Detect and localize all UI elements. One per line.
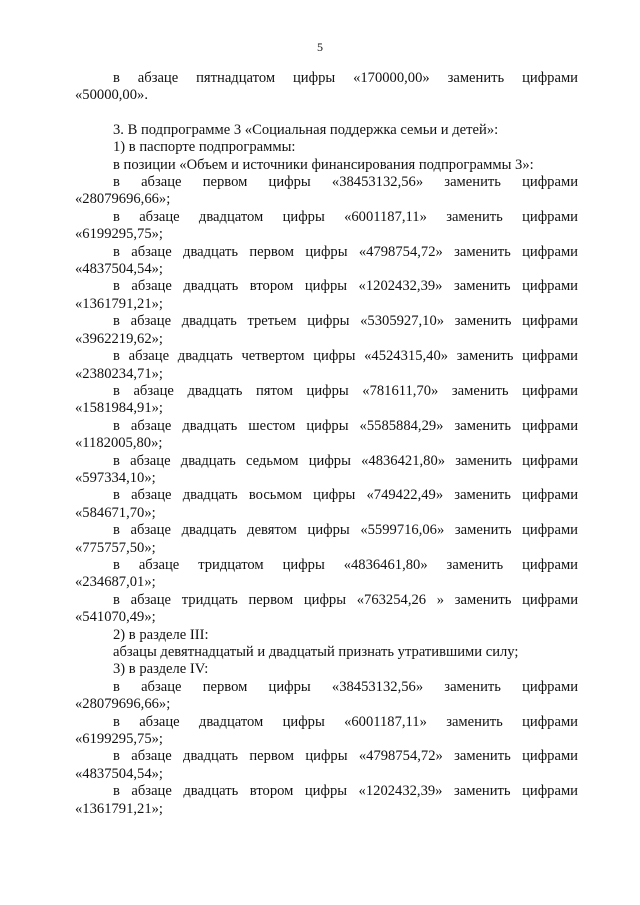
- paragraph-line: в абзаце двадцатом цифры «6001187,11» заменить цифрами: [113, 713, 578, 730]
- paragraph: [75, 278, 578, 313]
- paragraph-line: в абзаце двадцать первом цифры «4798754,72» заменить цифрами: [113, 243, 578, 260]
- paragraph: [75, 557, 578, 592]
- paragraph: [75, 522, 578, 557]
- paragraph-line: «2380234,71»;: [75, 365, 163, 382]
- paragraph-line: в абзаце двадцать четвертом цифры «4524315,40» заменить цифрами: [113, 348, 578, 365]
- paragraph-line: в абзаце двадцать седьмом цифры «4836421,80» заменить цифрами: [113, 452, 578, 469]
- paragraph-line: «50000,00».: [75, 87, 148, 104]
- paragraph-line: в абзаце двадцать первом цифры «4798754,72» заменить цифрами: [113, 748, 578, 765]
- paragraph-line: в абзаце первом цифры «38453132,56» заменить цифрами: [113, 174, 578, 191]
- paragraph-line: в абзаце двадцать шестом цифры «5585884,29» заменить цифрами: [113, 417, 578, 434]
- paragraph: [75, 383, 578, 418]
- paragraph-line: в абзаце пятнадцатом цифры «170000,00» заменить цифрами: [113, 70, 578, 86]
- paragraph-line: «6199295,75»;: [75, 731, 163, 748]
- paragraph-line: «6199295,75»;: [75, 226, 163, 243]
- document-body: [75, 70, 578, 818]
- paragraph: [75, 748, 578, 783]
- paragraph-line: в абзаце двадцать третьем цифры «5305927,10» заменить цифрами: [113, 313, 578, 330]
- paragraph: [75, 209, 578, 244]
- paragraph: [75, 487, 578, 522]
- paragraph-line: «4837504,54»;: [75, 261, 163, 278]
- paragraph: [75, 418, 578, 453]
- paragraph-line: в абзаце двадцать втором цифры «1202432,39» заменить цифрами: [113, 278, 578, 295]
- subsection-heading: 3) в разделе IV:: [113, 661, 209, 678]
- paragraph-line: в абзаце двадцать восьмом цифры «749422,49» заменить цифрами: [113, 487, 578, 504]
- paragraph-line: «234687,01»;: [75, 574, 156, 591]
- paragraph-line: «1581984,91»;: [75, 400, 163, 417]
- paragraph: [75, 592, 578, 627]
- paragraph: [75, 453, 578, 488]
- paragraph-line: «1361791,21»;: [75, 295, 163, 312]
- paragraph-line: в абзаце двадцать втором цифры «1202432,39» заменить цифрами: [113, 783, 578, 800]
- section-heading: 3. В подпрограмме 3 «Социальная поддержка семьи и детей»:: [113, 121, 499, 138]
- page-number: 5: [317, 40, 323, 54]
- paragraph-line: «4837504,54»;: [75, 765, 163, 782]
- paragraph: [75, 348, 578, 383]
- paragraph-line: в абзаце двадцать девятом цифры «5599716,06» заменить цифрами: [113, 522, 578, 539]
- paragraph-line: в абзаце двадцатом цифры «6001187,11» заменить цифрами: [113, 208, 578, 225]
- paragraph-line: «1361791,21»;: [75, 800, 163, 817]
- paragraph-line: «28079696,66»;: [75, 696, 171, 713]
- paragraph: [75, 244, 578, 279]
- paragraph-line: «775757,50»;: [75, 539, 156, 556]
- paragraph-line: в абзаце тридцать первом цифры «763254,26 » заменить цифрами: [113, 591, 578, 608]
- paragraph-line: «1182005,80»;: [75, 435, 163, 452]
- paragraph-line: «584671,70»;: [75, 504, 156, 521]
- paragraph-line: в абзаце тридцатом цифры «4836461,80» заменить цифрами: [113, 556, 578, 573]
- paragraph-line: в позиции «Объем и источники финансирования подпрограммы 3»:: [113, 156, 534, 173]
- paragraph: [75, 679, 578, 714]
- paragraph-line: «541070,49»;: [75, 609, 156, 626]
- subsection-heading: 1) в паспорте подпрограммы:: [113, 139, 296, 156]
- subsection-heading: 2) в разделе III:: [113, 626, 209, 643]
- paragraph-line: в абзаце первом цифры «38453132,56» заменить цифрами: [113, 678, 578, 695]
- paragraph: [75, 783, 578, 818]
- paragraph-line: абзацы девятнадцатый и двадцатый признать утратившими силу;: [113, 644, 519, 660]
- paragraph: [75, 313, 578, 348]
- paragraph: [75, 714, 578, 749]
- paragraph-line: «28079696,66»;: [75, 191, 171, 208]
- paragraph-line: «597334,10»;: [75, 469, 156, 486]
- paragraph: [75, 70, 578, 105]
- paragraph: [75, 174, 578, 209]
- paragraph-line: в абзаце двадцать пятом цифры «781611,70» заменить цифрами: [113, 382, 578, 399]
- paragraph-line: «3962219,62»;: [75, 330, 163, 347]
